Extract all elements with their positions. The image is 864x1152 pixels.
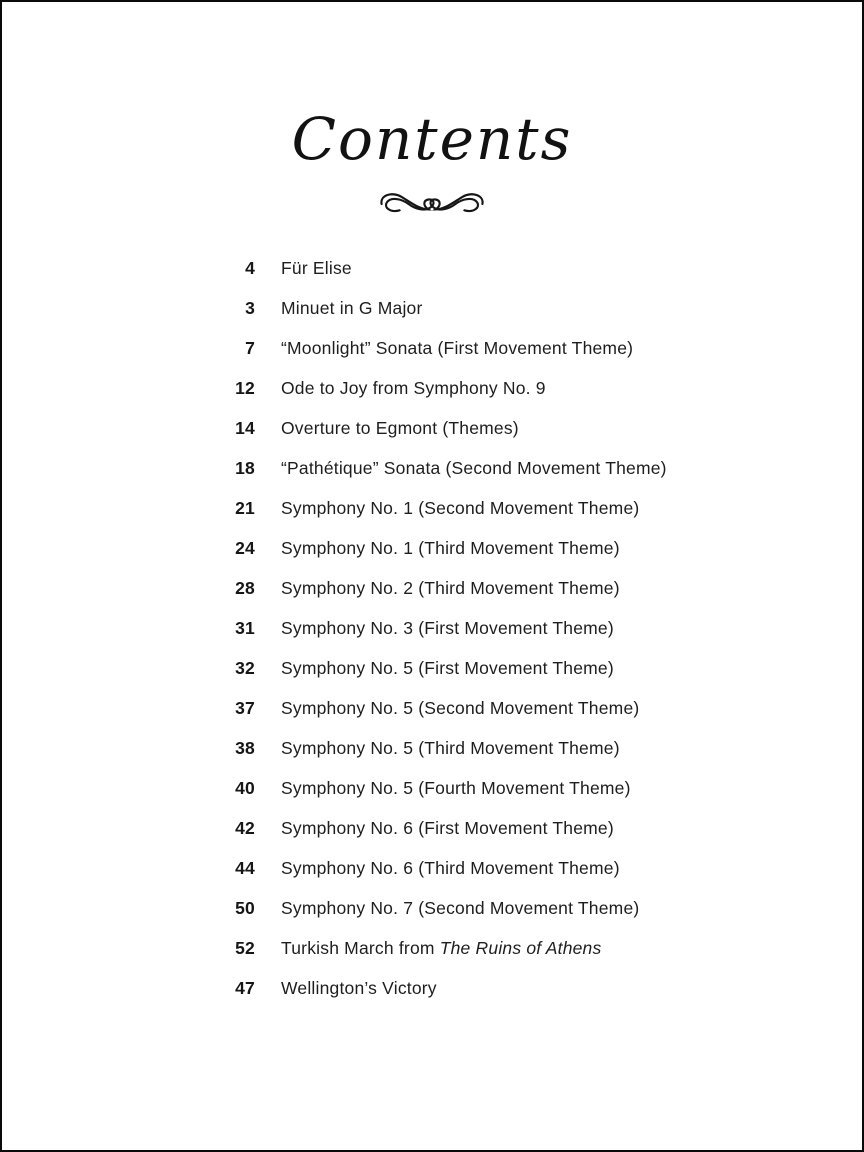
flourish-icon: [378, 184, 486, 224]
toc-title: [281, 338, 633, 359]
toc-title: [281, 378, 546, 399]
toc-title-segment: “Pathétique” Sonata (Second Movement Theme): [281, 458, 667, 478]
toc-row: [160, 818, 760, 858]
toc-title-segment: The Ruins of Athens: [439, 938, 602, 958]
toc-title-segment: Ode to Joy from Symphony No. 9: [281, 378, 546, 398]
toc-title: [281, 418, 519, 439]
toc-title: [281, 978, 437, 999]
toc-row: [160, 458, 760, 498]
toc-title-segment: Minuet in G Major: [281, 298, 423, 318]
toc-title: [281, 258, 352, 279]
toc-row: [160, 618, 760, 658]
toc-title-segment: Symphony No. 3 (First Movement Theme): [281, 618, 614, 638]
toc-row: [160, 498, 760, 538]
toc-title-segment: Symphony No. 2 (Third Movement Theme): [281, 578, 620, 598]
toc-page-number: 3: [245, 298, 255, 318]
toc-title: [281, 738, 620, 759]
toc-page-number: 21: [235, 498, 255, 518]
toc-row: [160, 738, 760, 778]
toc-page-number: 4: [245, 258, 255, 278]
toc-page-number: 28: [235, 578, 255, 598]
toc-row: [160, 938, 760, 978]
toc-title-segment: Symphony No. 6 (Third Movement Theme): [281, 858, 620, 878]
toc-page-number: 7: [245, 338, 255, 358]
toc-title-segment: Symphony No. 1 (Third Movement Theme): [281, 538, 620, 558]
toc-page-number: 40: [235, 778, 255, 798]
toc-row: [160, 378, 760, 418]
title-ornament: [2, 184, 862, 228]
toc-page-number: 31: [235, 618, 255, 638]
toc-title-segment: Turkish March from: [281, 938, 440, 958]
toc-title-segment: Symphony No. 5 (Fourth Movement Theme): [281, 778, 631, 798]
toc-title-segment: Symphony No. 5 (First Movement Theme): [281, 658, 614, 678]
toc-page-number: 44: [235, 858, 255, 878]
toc-page-number: 18: [235, 458, 255, 478]
toc-title: [281, 898, 639, 919]
toc-row: [160, 658, 760, 698]
toc-row: [160, 578, 760, 618]
toc-title: [281, 858, 620, 879]
toc-title-segment: Symphony No. 6 (First Movement Theme): [281, 818, 614, 838]
toc-row: [160, 898, 760, 938]
toc-title-segment: Symphony No. 1 (Second Movement Theme): [281, 498, 640, 518]
toc-page-number: 32: [235, 658, 255, 678]
toc-page-number: 52: [235, 938, 255, 958]
toc-title: [281, 298, 423, 319]
toc-title: [281, 498, 639, 519]
toc-row: [160, 858, 760, 898]
toc-title: [281, 938, 601, 959]
toc-title: [281, 578, 620, 599]
toc-title-segment: “Moonlight” Sonata (First Movement Theme): [281, 338, 634, 358]
toc-page-number: 38: [235, 738, 255, 758]
toc-title: [281, 818, 614, 839]
toc-title: [281, 778, 631, 799]
toc-list: [160, 258, 760, 1018]
toc-title-segment: Symphony No. 7 (Second Movement Theme): [281, 898, 640, 918]
toc-title-segment: Wellington’s Victory: [281, 978, 437, 998]
toc-title-segment: Für Elise: [281, 258, 352, 278]
toc-page-number: 42: [235, 818, 255, 838]
toc-title-segment: Symphony No. 5 (Third Movement Theme): [281, 738, 620, 758]
toc-row: [160, 778, 760, 818]
toc-title: [281, 618, 614, 639]
toc-row: [160, 698, 760, 738]
toc-title: [281, 698, 639, 719]
page-title: Contents: [291, 105, 573, 173]
toc-page-number: 50: [235, 898, 255, 918]
toc-row: [160, 338, 760, 378]
toc-row: [160, 418, 760, 458]
toc-page-number: 24: [235, 538, 255, 558]
toc-page-number: 12: [235, 378, 255, 398]
toc-title: [281, 458, 667, 479]
toc-page-number: 47: [235, 978, 255, 998]
toc-title: [281, 538, 620, 559]
toc-page-number: 37: [235, 698, 255, 718]
toc-row: [160, 538, 760, 578]
toc-row: [160, 258, 760, 298]
toc-title-segment: Symphony No. 5 (Second Movement Theme): [281, 698, 640, 718]
toc-row: [160, 978, 760, 1018]
toc-title-segment: Overture to Egmont (Themes): [281, 418, 519, 438]
toc-page-number: 14: [235, 418, 255, 438]
toc-row: [160, 298, 760, 338]
toc-title: [281, 658, 614, 679]
